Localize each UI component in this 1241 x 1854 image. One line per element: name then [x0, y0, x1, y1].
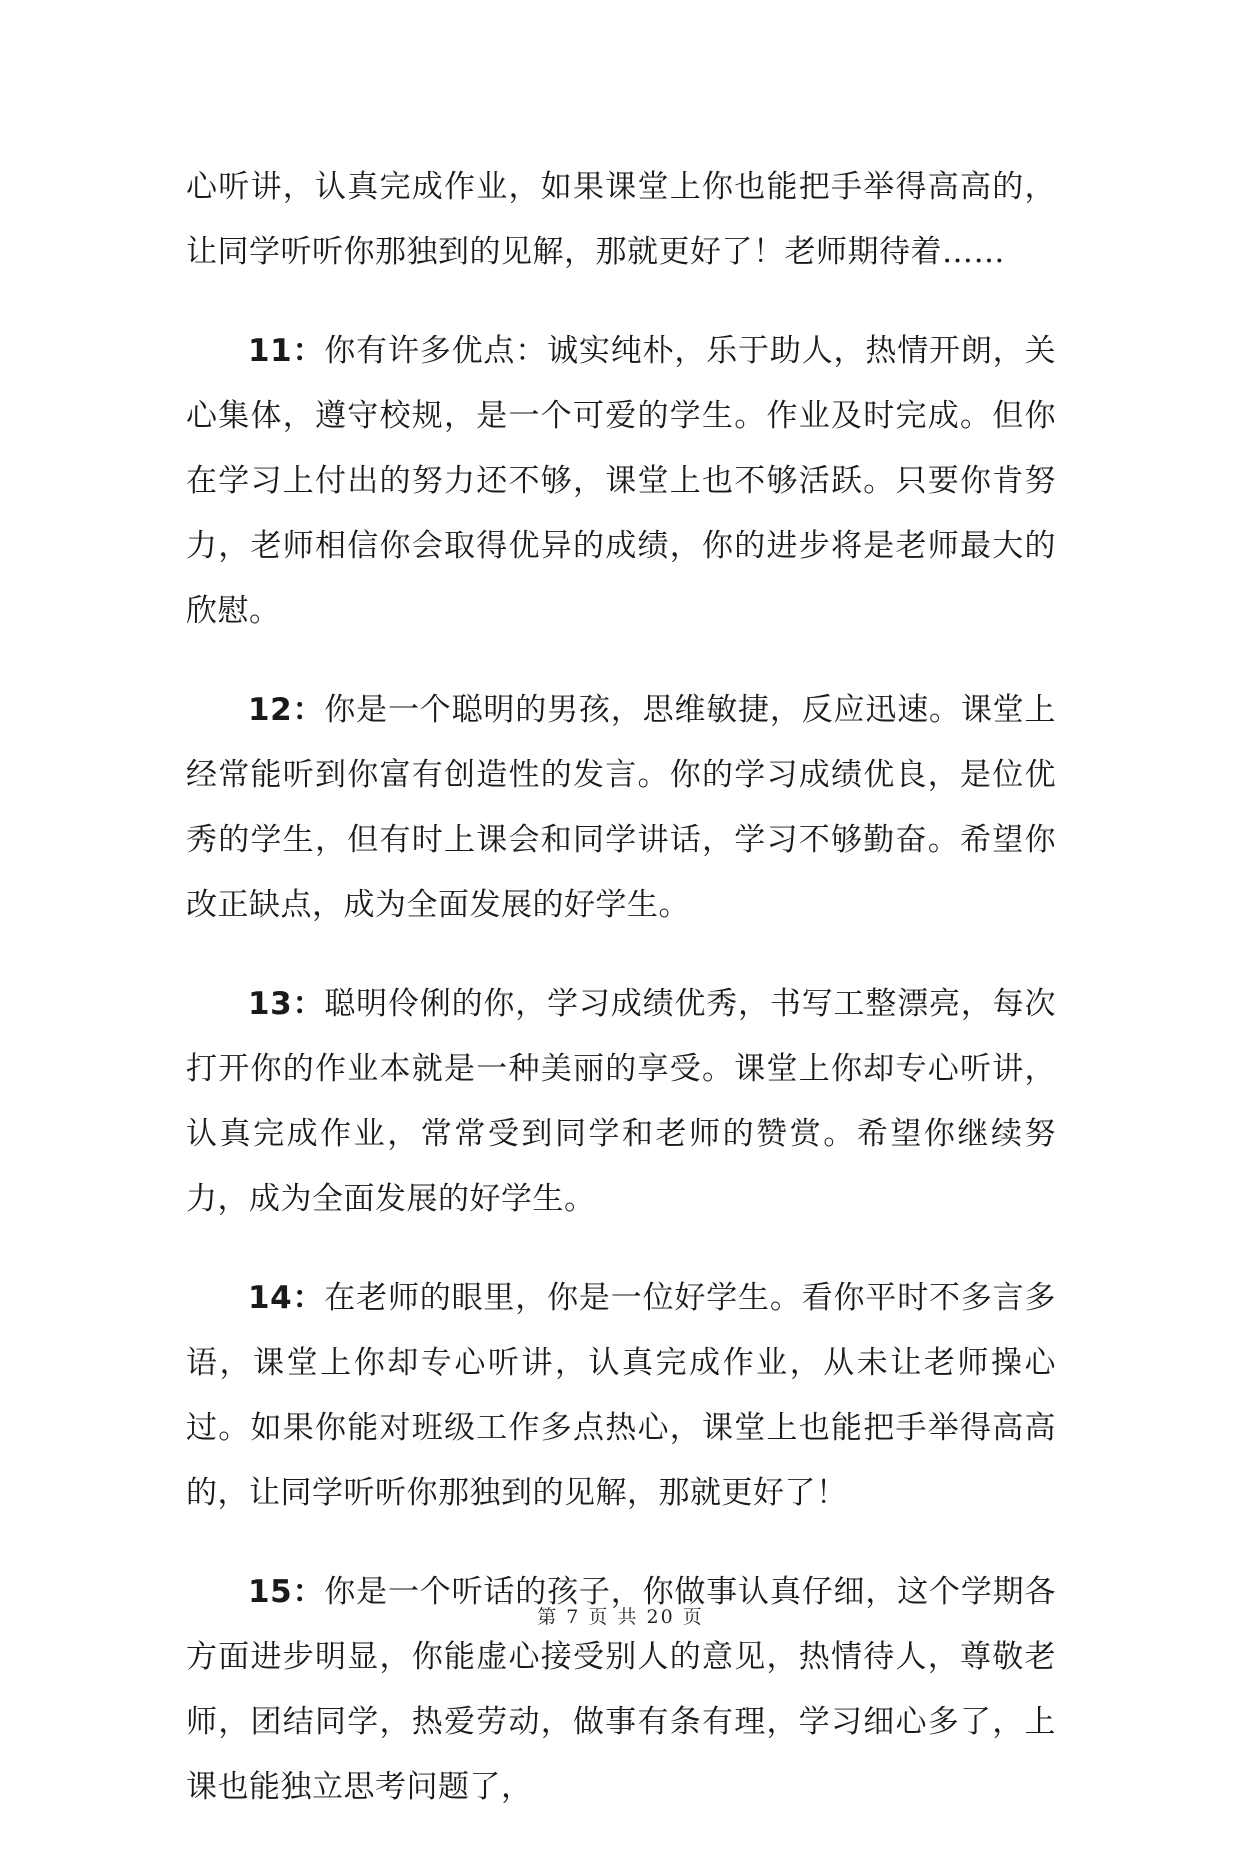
comment-paragraph-14 [186, 1266, 1056, 1526]
comment-number: 11： [248, 333, 325, 369]
comment-number: 12： [248, 692, 325, 728]
comment-paragraph-13 [186, 972, 1056, 1232]
comment-text: 你是一个听话的孩子，你做事认真仔细，这个学期各方面进步明显，你能虚心接受别人的意见，热情待人，尊敬老师，团结同学，热爱劳动，做事有条有理，学习细心多了，上课也能独立思考问题了， [186, 1574, 1056, 1805]
comment-number: 14： [248, 1280, 325, 1316]
comment-text: 你是一个聪明的男孩，思维敏捷，反应迅速。课堂上经常能听到你富有创造性的发言。你的学习成绩优良，是位优秀的学生，但有时上课会和同学讲话，学习不够勤奋。希望你改正缺点，成为全面发展的好学生。 [186, 692, 1056, 923]
page-footer: 第 7 页 共 20 页 [537, 1606, 704, 1628]
comment-text: 你有许多优点：诚实纯朴，乐于助人，热情开朗，关心集体，遵守校规，是一个可爱的学生。作业及时完成。但你在学习上付出的努力还不够，课堂上也不够活跃。只要你肯努力，老师相信你会取得优异的成绩，你的进步将是老师最大的欣慰。 [186, 333, 1056, 629]
comment-number: 15： [248, 1574, 325, 1610]
comment-paragraph-15 [186, 1560, 1056, 1820]
comment-text: 聪明伶俐的你，学习成绩优秀，书写工整漂亮，每次打开你的作业本就是一种美丽的享受。课堂上你却专心听讲，认真完成作业，常常受到同学和老师的赞赏。希望你继续努力，成为全面发展的好学生。 [186, 986, 1056, 1217]
comment-text: 在老师的眼里，你是一位好学生。看你平时不多言多语，课堂上你却专心听讲，认真完成作业，从未让老师操心过。如果你能对班级工作多点热心，课堂上也能把手举得高高的，让同学听听你那独到的见解，那就更好了！ [186, 1280, 1056, 1511]
comment-paragraph-11 [186, 319, 1056, 644]
intro-paragraph: 心听讲，认真完成作业，如果课堂上你也能把手举得高高的，让同学听听你那独到的见解，那就更好了！老师期待着…… [186, 169, 1056, 270]
comment-number: 13： [248, 986, 325, 1022]
document-body [186, 155, 1056, 1854]
comment-paragraph-12 [186, 678, 1056, 938]
